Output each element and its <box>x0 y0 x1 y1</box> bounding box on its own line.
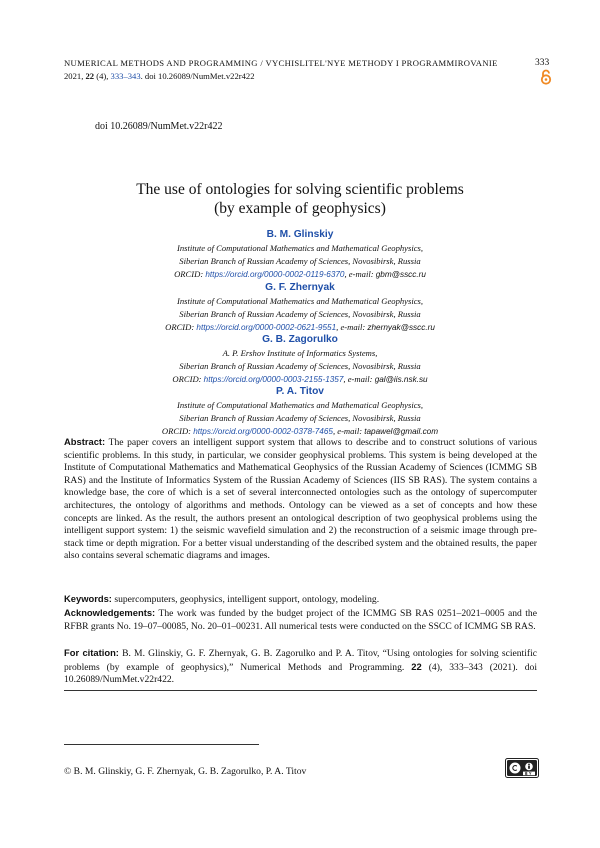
orcid-link[interactable]: https://orcid.org/0000-0002-0119-6370 <box>205 270 345 279</box>
paper-title: The use of ontologies for solving scientific problems (by example of geophysics) <box>136 181 464 217</box>
citation: For citation: B. M. Glinskiy, G. F. Zhernyak, G. B. Zagorulko and P. A. Titov, “Using ontologies for solving scientific problems (by example of geophysics),” Numerical Methods and Programming. 22 (4), 333–343 (2021). doi 10.26089/NumMet.v22r422. <box>64 647 538 686</box>
creative-commons-badge-icon <box>505 758 539 778</box>
abstract: Abstract: The paper covers an intelligent support system that allows to describe and to construct solutions of various scientific problems. In this study, in particular, we consider geophysical problems. This system is being developed at the Institute of Computational Mathematics and Mathematical Geophysics of the Russian Academy of Sciences (ICMMG SB RAS) and the Institute of Informatics System of the Russian Academy of Sciences (IIS SB RAS). The system contains a knowledge base, the core of which is a set of several interconnected ontologies such as the ontology of supercomputer architectures, the ontology of algorithms and methods. Ontology can be viewed as a set of concepts and how these concepts are linked. As the result, the authors present an ontological description of two geophysical problems using the intelligent support system: 1) the seismic wavefield simulation and 2) the reconstruction of a seismic image through pre-stack time or depth migration. For a better visual understanding of the described system and the obtained results, the paper also contains several schematic diagrams and images. <box>64 436 537 562</box>
author-name: B. M. Glinskiy <box>266 229 334 240</box>
page-number: 333 <box>535 58 550 68</box>
keywords: Keywords: supercomputers, geophysics, intelligent support, ontology, modeling. <box>64 593 380 605</box>
section-divider <box>64 690 537 691</box>
author-name: P. A. Titov <box>276 386 324 397</box>
footnote-divider <box>64 744 259 745</box>
email-link[interactable]: gbm@sscc.ru <box>375 270 426 279</box>
author-affiliation: Institute of Computational Mathematics and Mathematical Geophysics, Siberian Branch of Russian Academy of Sciences, Novosibirsk, Russia ORCID: https://orcid.org/0000-0002-0378-7465, e-mail: tapawel@gmail.com <box>161 400 439 436</box>
acknowledgements: Acknowledgements: The work was funded by the budget project of the ICMMG SB RAS 0251–2021–0005 and the RFBR grants No. 19–07–00085, No. 20–01–00231. All numerical tests were conducted on the SSCC of ICMMG SB RAS. <box>64 607 537 632</box>
doi-line: doi 10.26089/NumMet.v22r422 <box>95 121 223 132</box>
orcid-link[interactable]: https://orcid.org/0000-0002-0621-9551 <box>196 323 337 332</box>
issue-line: 2021, 22 (4), 333–343. doi 10.26089/NumMet.v22r422 <box>64 71 255 81</box>
pages-link[interactable]: 333–343 <box>110 71 141 81</box>
email-link[interactable]: gal@iis.nsk.su <box>374 375 428 384</box>
orcid-link[interactable]: https://orcid.org/0000-0003-2155-1357 <box>203 375 344 384</box>
journal-header: NUMERICAL METHODS AND PROGRAMMING / VYCHISLITEL'NYE METHODY I PROGRAMMIROVANIE <box>64 58 498 68</box>
author-name: G. F. Zhernyak <box>265 282 335 293</box>
email-link[interactable]: zhernyak@sscc.ru <box>367 323 435 332</box>
author-name: G. B. Zagorulko <box>262 334 338 345</box>
orcid-link[interactable]: https://orcid.org/0000-0002-0378-7465 <box>193 427 333 436</box>
author-affiliation: A. P. Ershov Institute of Informatics Systems, Siberian Branch of Russian Academy of Sciences, Novosibirsk, Russia ORCID: https://orcid.org/0000-0003-2155-1357, e-mail: gal@iis.nsk.su <box>172 348 428 384</box>
author-affiliation: Institute of Computational Mathematics and Mathematical Geophysics, Siberian Branch of Russian Academy of Sciences, Novosibirsk, Russia ORCID: https://orcid.org/0000-0002-0621-9551, e-mail: zhernyak@sscc.ru <box>165 296 435 332</box>
open-access-icon <box>539 69 553 85</box>
copyright-line: © B. M. Glinskiy, G. F. Zhernyak, G. B. Zagorulko, P. A. Titov <box>64 766 307 777</box>
author-affiliation: Institute of Computational Mathematics and Mathematical Geophysics, Siberian Branch of Russian Academy of Sciences, Novosibirsk, Russia ORCID: https://orcid.org/0000-0002-0119-6370, e-mail: gbm@sscc.ru <box>174 243 426 279</box>
email-link[interactable]: tapawel@gmail.com <box>364 427 439 436</box>
volume-number: 22 <box>85 71 95 81</box>
